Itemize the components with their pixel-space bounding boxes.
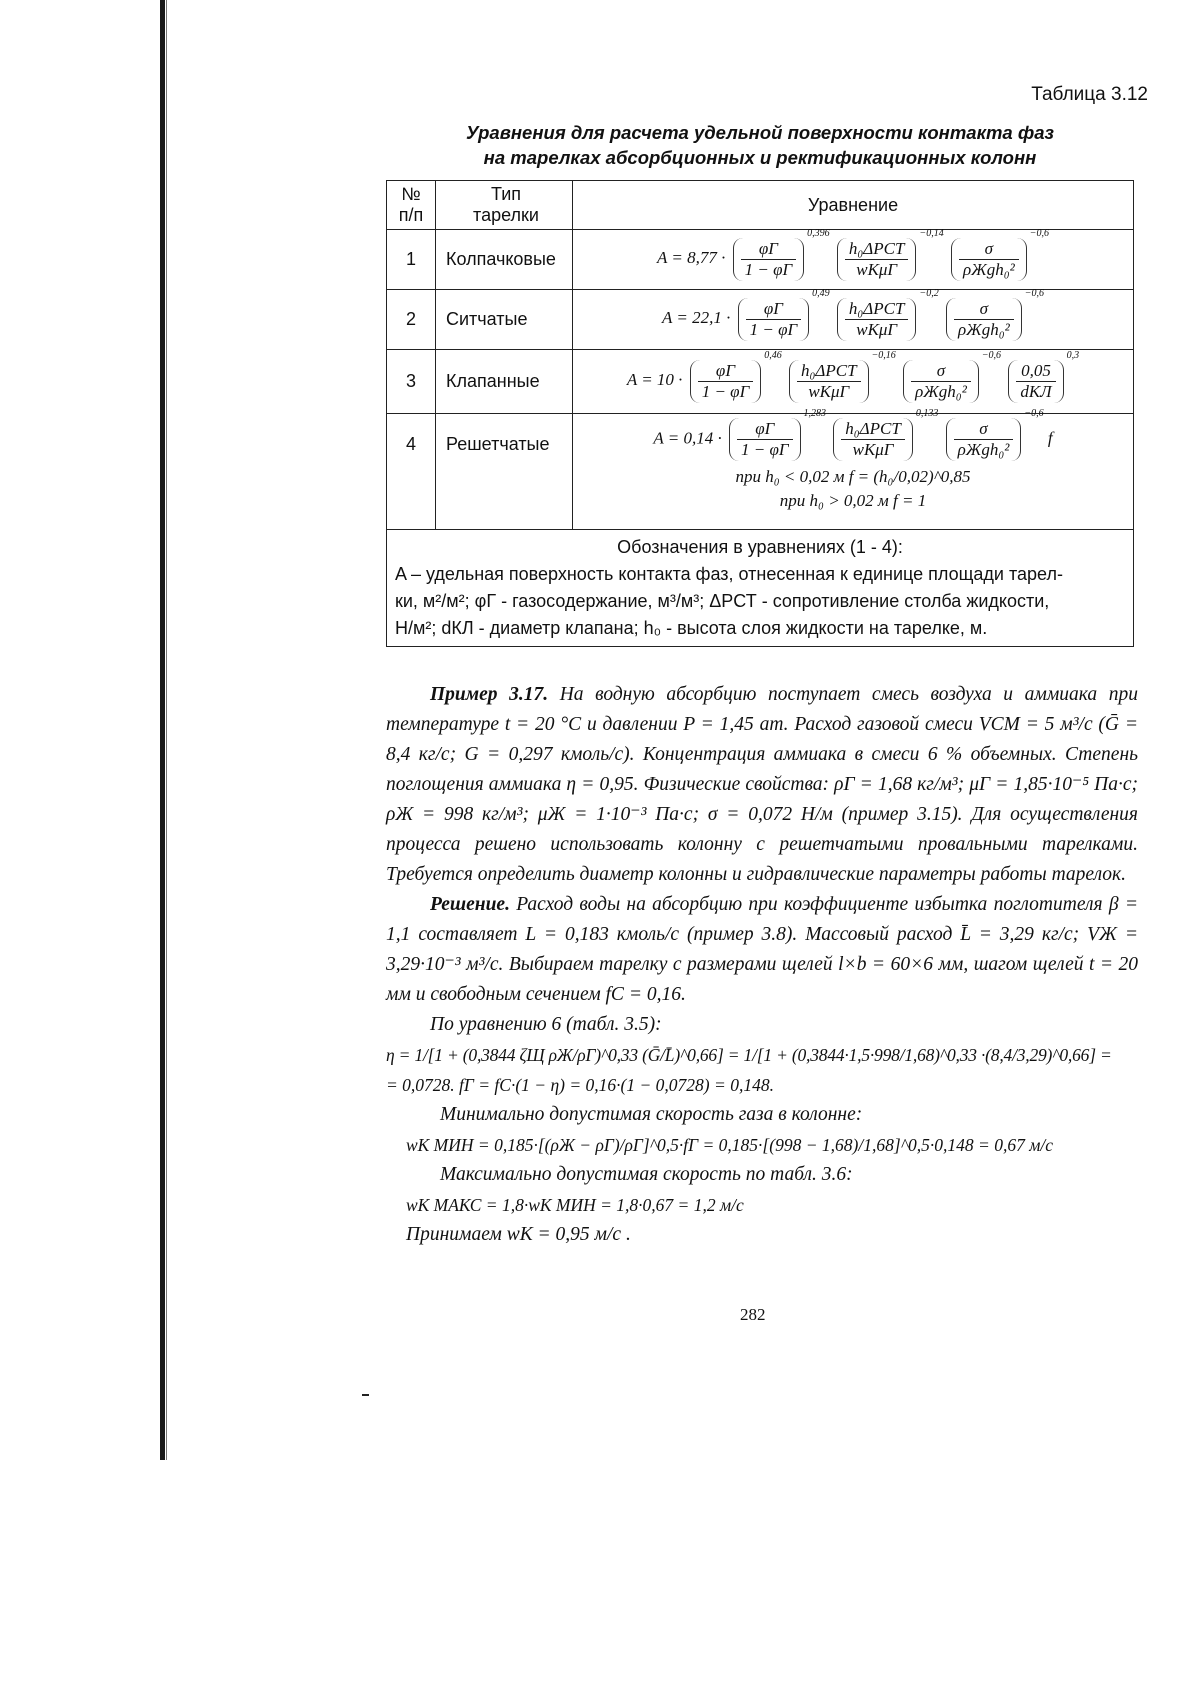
row-equation: A = 8,77 · $\frac{\varphi Г}{1 - \varphi Г}$ $^{0,396}$ $\frac{\text{h₀ΔPСТ}}{\text{wКμГ}}$ $^{-0,14}$ $\frac{\sigma}{\text{ρЖgh₀²}}$ $^{-0,6}$ — [573, 230, 1134, 290]
row-type: Клапанные — [436, 350, 573, 414]
notes-line: ки, м²/м²; φГ - газосодержание, м³/м³; ΔPСТ - сопротивление столба жидкости, — [395, 591, 1050, 611]
notes-title: Обозначения в уравнениях (1 - 4): — [617, 537, 903, 557]
row-num: 4 — [387, 414, 436, 530]
equation-line: wК МИН = 0,185·[(ρЖ − ρГ)/ρГ]^0,5·fГ = 0,185·[(998 − 1,68)/1,68]^0,5·0,148 = 0,67 м/с — [406, 1135, 1053, 1155]
table-row — [387, 350, 1134, 414]
reference-line: По уравнению 6 (табл. 3.5): — [430, 1014, 662, 1035]
table-row — [387, 230, 1134, 290]
row-num: 1 — [387, 230, 436, 290]
binding-edge — [160, 0, 165, 1460]
row-equation: A = 0,14 · $\frac{\varphi Г}{1 - \varphi Г}$ $^{1,283}$ $\frac{\text{h₀ΔPСТ}}{\text{wКμГ}}$ $^{0,133}$ $\frac{\sigma}{\text{ρЖgh₀²}}$ $^{-0,6}$ f при h₀ < 0,02 м f = (h₀/0,02)^0,85 при h₀ > 0,02 м f = 1 — [573, 414, 1134, 530]
notes-row — [387, 530, 1134, 647]
condition-2: при h₀ > 0,02 м f = 1 — [779, 491, 927, 510]
table-caption — [380, 120, 1140, 170]
row-type: Ситчатые — [436, 290, 573, 350]
condition-1: при h₀ < 0,02 м f = (h₀/0,02)^0,85 — [735, 467, 971, 486]
row-type: Решетчатые — [436, 414, 573, 530]
solution-label: Решение. — [430, 894, 510, 915]
row-type: Колпачковые — [436, 230, 573, 290]
example-paragraph: Пример 3.17. На водную абсорбцию поступает смесь воздуха и аммиака при температуре t = 20 °C и давлении P = 1,45 ат. Расход газовой смеси VСМ = 5 м³/с (Ḡ = 8,4 кг/с; G = 0,297 кмоль/с). Концентрация аммиака в смеси 6 % объемных. Степень поглощения аммиака η = 0,95. Физические свойства: ρГ = 1,68 кг/м³; μГ = 1,85·10⁻⁵ Па·с; ρЖ = 998 кг/м³; μЖ = 1·10⁻³ Па·с; σ = 0,072 Н/м (пример 3.15). Для осуществления процесса решено использовать колонну с решетчатыми провальными тарелками. Требуется определить диаметр колонны и гидравлические параметры работы тарелок. — [386, 684, 1138, 885]
caption-line-1: Уравнения для расчета удельной поверхности контакта фаз — [466, 122, 1054, 143]
equation-line: η = 1/[1 + (0,3844 ζЩ ρЖ/ρГ)^0,33 (Ḡ/L̄)^0,66] = 1/[1 + (0,3844·1,5·998/1,68)^0,33 ·(8,4/3,29)^0,66] = — [386, 1045, 1112, 1065]
text-line: Минимально допустимая скорость газа в колонне: — [440, 1104, 863, 1125]
header-num: № п/п — [387, 181, 436, 230]
caption-line-2: на тарелках абсорбционных и ректификационных колонн — [483, 147, 1037, 168]
page-number: 282 — [740, 1305, 766, 1324]
row-equation: A = 22,1 · $\frac{\varphi Г}{1 - \varphi Г}$ $^{0,49}$ $\frac{\text{h₀ΔPСТ}}{\text{wКμГ}}$ $^{-0,2}$ $\frac{\sigma}{\text{ρЖgh₀²}}$ $^{-0,6}$ — [573, 290, 1134, 350]
example-text — [386, 680, 1138, 1250]
text-line: Принимаем wК = 0,95 м/с . — [406, 1224, 631, 1245]
notes-cell — [387, 530, 1134, 647]
text-line: Максимально допустимая скорость по табл. 3.6: — [440, 1164, 853, 1185]
equation-line: wК МАКС = 1,8·wК МИН = 1,8·0,67 = 1,2 м/с — [406, 1195, 744, 1215]
example-label: Пример 3.17. — [430, 684, 549, 705]
table-header-row — [387, 181, 1134, 230]
notes-line: A – удельная поверхность контакта фаз, отнесенная к единице площади тарел- — [395, 564, 1063, 584]
row-num: 3 — [387, 350, 436, 414]
row-equation: A = 10 · $\frac{\varphi Г}{1 - \varphi Г}$ $^{0,46}$ $\frac{\text{h₀ΔPСТ}}{\text{wКμГ}}$ $^{-0,16}$ $\frac{\sigma}{\text{ρЖgh₀²}}$ $^{-0,6}$ $\frac{0,05}{\text{dКЛ}}$ $^{0,3}$ — [573, 350, 1134, 414]
notes-line: Н/м²; dКЛ - диаметр клапана; h₀ - высота слоя жидкости на тарелке, м. — [395, 618, 988, 638]
table-row — [387, 290, 1134, 350]
header-equation: Уравнение — [573, 181, 1134, 230]
table-label: Таблица 3.12 — [1031, 84, 1148, 105]
binding-edge-shadow — [166, 0, 167, 1460]
equations-table — [386, 180, 1134, 647]
scan-mark — [362, 1394, 369, 1396]
solution-paragraph: Решение. Расход воды на абсорбцию при коэффициенте избытка поглотителя β = 1,1 составляет L = 0,183 кмоль/с (пример 3.8). Массовый расход L̄ = 3,29 кг/с; VЖ = 3,29·10⁻³ м³/с. Выбираем тарелку с размерами щелей l×b = 60×6 мм, шагом щелей t = 20 мм и свободным сечением fC = 0,16. — [386, 894, 1139, 1005]
table-row — [387, 414, 1134, 530]
row-num: 2 — [387, 290, 436, 350]
header-type: Тип тарелки — [436, 181, 573, 230]
equation-line: = 0,0728. fГ = fC·(1 − η) = 0,16·(1 − 0,0728) = 0,148. — [386, 1075, 774, 1095]
